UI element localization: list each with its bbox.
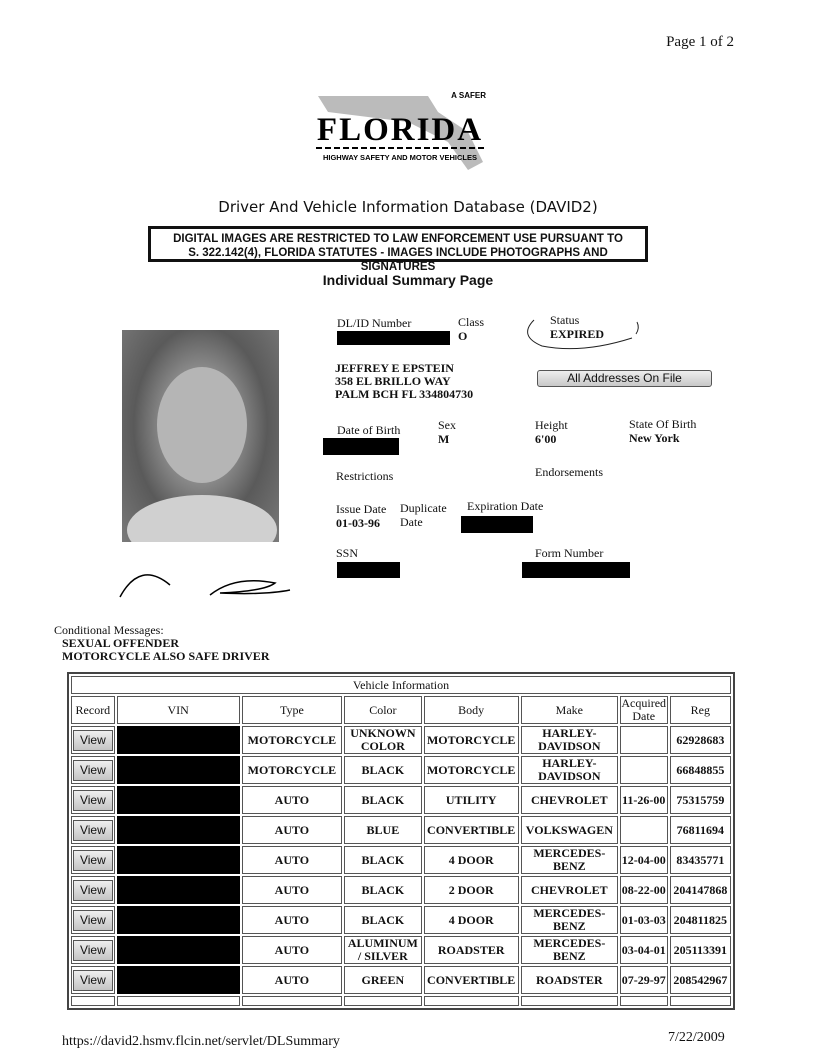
reg-cell: 66848855 bbox=[670, 756, 731, 784]
conditional-message: MOTORCYCLE ALSO SAFE DRIVER bbox=[62, 649, 270, 663]
color-cell: GREEN bbox=[344, 966, 421, 994]
duplicate-date-label-2: Date bbox=[400, 515, 423, 529]
redacted-dl-number bbox=[337, 331, 450, 345]
empty-cell bbox=[117, 996, 240, 1006]
view-record-button[interactable]: View bbox=[73, 970, 113, 991]
make-cell: CHEVROLET bbox=[521, 786, 618, 814]
reg-cell: 205113391 bbox=[670, 936, 731, 964]
color-cell: BLUE bbox=[344, 816, 421, 844]
redacted-vin bbox=[117, 816, 240, 844]
vehicle-information-table bbox=[67, 672, 735, 1010]
color-cell: BLACK bbox=[344, 906, 421, 934]
table-row bbox=[71, 786, 731, 814]
acquired-cell: 11-26-00 bbox=[620, 786, 668, 814]
view-record-button[interactable]: View bbox=[73, 850, 113, 871]
redacted-vin bbox=[117, 846, 240, 874]
empty-cell bbox=[620, 996, 668, 1006]
status-value: EXPIRED bbox=[550, 327, 605, 341]
sex-label: Sex bbox=[438, 418, 456, 432]
driver-name: JEFFREY E EPSTEIN bbox=[335, 361, 454, 375]
redacted-vin bbox=[117, 786, 240, 814]
acquired-cell bbox=[620, 756, 668, 784]
record-cell bbox=[71, 816, 115, 844]
address-line-2: PALM BCH FL 334804730 bbox=[335, 387, 474, 401]
conditional-message: SEXUAL OFFENDER bbox=[62, 636, 180, 650]
signature bbox=[115, 555, 295, 610]
color-cell: BLACK bbox=[344, 756, 421, 784]
body-cell: ROADSTER bbox=[424, 936, 519, 964]
record-cell bbox=[71, 966, 115, 994]
make-cell: VOLKSWAGEN bbox=[521, 816, 618, 844]
dl-number-label: DL/ID Number bbox=[337, 316, 412, 330]
empty-cell bbox=[242, 996, 343, 1006]
class-value: O bbox=[458, 329, 468, 343]
color-cell: BLACK bbox=[344, 876, 421, 904]
redacted-expiration-date bbox=[461, 516, 533, 533]
table-row bbox=[71, 756, 731, 784]
expiration-date-label: Expiration Date bbox=[467, 499, 544, 513]
redacted-vin bbox=[117, 756, 240, 784]
class-label: Class bbox=[458, 315, 485, 329]
issue-date-value: 01-03-96 bbox=[336, 516, 380, 530]
redacted-vin bbox=[117, 936, 240, 964]
acquired-cell: 08-22-00 bbox=[620, 876, 668, 904]
type-cell: AUTO bbox=[242, 846, 343, 874]
column-header: Reg bbox=[670, 696, 731, 724]
duplicate-date-label: Duplicate bbox=[400, 501, 447, 515]
empty-cell bbox=[71, 996, 115, 1006]
page-subtitle: Individual Summary Page bbox=[322, 272, 494, 288]
height-value: 6'00 bbox=[535, 432, 557, 446]
status-label: Status bbox=[550, 313, 580, 327]
view-record-button[interactable]: View bbox=[73, 880, 113, 901]
column-header: Body bbox=[424, 696, 519, 724]
type-cell: AUTO bbox=[242, 876, 343, 904]
record-cell bbox=[71, 756, 115, 784]
table-header-row bbox=[71, 696, 731, 724]
address-line-1: 358 EL BRILLO WAY bbox=[335, 374, 451, 388]
redacted-vin bbox=[117, 966, 240, 994]
hand-drawn-circle bbox=[522, 313, 647, 356]
table-row bbox=[71, 966, 731, 994]
page-number: Page 1 of 2 bbox=[666, 34, 734, 50]
table-row bbox=[71, 876, 731, 904]
table-row bbox=[71, 846, 731, 874]
body-cell: 4 DOOR bbox=[424, 846, 519, 874]
reg-cell: 76811694 bbox=[670, 816, 731, 844]
view-record-button[interactable]: View bbox=[73, 790, 113, 811]
dob-label: Date of Birth bbox=[337, 423, 401, 437]
column-header: Type bbox=[242, 696, 343, 724]
type-cell: AUTO bbox=[242, 936, 343, 964]
make-cell: CHEVROLET bbox=[521, 876, 618, 904]
make-cell: MERCEDES-BENZ bbox=[521, 936, 618, 964]
type-cell: AUTO bbox=[242, 786, 343, 814]
table-caption: Vehicle Information bbox=[71, 676, 731, 694]
body-cell: CONVERTIBLE bbox=[424, 816, 519, 844]
ssn-label: SSN bbox=[336, 546, 359, 560]
record-cell bbox=[71, 936, 115, 964]
all-addresses-button[interactable]: All Addresses On File bbox=[537, 370, 712, 387]
reg-cell: 62928683 bbox=[670, 726, 731, 754]
image-restriction-notice bbox=[148, 226, 648, 273]
column-header: Color bbox=[344, 696, 421, 724]
record-cell bbox=[71, 726, 115, 754]
svg-text:A SAFER: A SAFER bbox=[451, 91, 486, 100]
issue-date-label: Issue Date bbox=[336, 502, 387, 516]
reg-cell: 83435771 bbox=[670, 846, 731, 874]
empty-cell bbox=[670, 996, 731, 1006]
type-cell: AUTO bbox=[242, 966, 343, 994]
table-row bbox=[71, 726, 731, 754]
type-cell: MOTORCYCLE bbox=[242, 726, 343, 754]
empty-cell bbox=[521, 996, 618, 1006]
color-cell: BLACK bbox=[344, 846, 421, 874]
endorsements-label: Endorsements bbox=[535, 465, 603, 479]
body-cell: 4 DOOR bbox=[424, 906, 519, 934]
body-cell: MOTORCYCLE bbox=[424, 726, 519, 754]
make-cell: MERCEDES-BENZ bbox=[521, 846, 618, 874]
make-cell: MERCEDES-BENZ bbox=[521, 906, 618, 934]
reg-cell: 204147868 bbox=[670, 876, 731, 904]
acquired-cell bbox=[620, 726, 668, 754]
view-record-button[interactable]: View bbox=[73, 910, 113, 931]
color-cell: UNKNOWN COLOR bbox=[344, 726, 421, 754]
type-cell: AUTO bbox=[242, 906, 343, 934]
redacted-vin bbox=[117, 726, 240, 754]
conditional-messages-label: Conditional Messages: bbox=[54, 623, 164, 637]
acquired-cell: 03-04-01 bbox=[620, 936, 668, 964]
record-cell bbox=[71, 876, 115, 904]
footer-url: https://david2.hsmv.flcin.net/servlet/DLSummary bbox=[62, 1034, 340, 1049]
redacted-form-number bbox=[522, 562, 630, 578]
body-cell: CONVERTIBLE bbox=[424, 966, 519, 994]
table-row bbox=[71, 816, 731, 844]
acquired-cell: 01-03-03 bbox=[620, 906, 668, 934]
view-record-button[interactable]: View bbox=[73, 820, 113, 841]
sex-value: M bbox=[438, 432, 450, 446]
form-number-label: Form Number bbox=[535, 546, 604, 560]
column-header: VIN bbox=[117, 696, 240, 724]
column-header: Make bbox=[521, 696, 618, 724]
svg-text:FLORIDA: FLORIDA bbox=[316, 112, 484, 148]
make-cell: HARLEY-DAVIDSON bbox=[521, 756, 618, 784]
reg-cell: 75315759 bbox=[670, 786, 731, 814]
type-cell: AUTO bbox=[242, 816, 343, 844]
body-cell: MOTORCYCLE bbox=[424, 756, 519, 784]
redacted-ssn bbox=[337, 562, 400, 578]
view-record-button[interactable]: View bbox=[73, 760, 113, 781]
type-cell: MOTORCYCLE bbox=[242, 756, 343, 784]
state-of-birth-label: State Of Birth bbox=[629, 417, 697, 431]
table-row bbox=[71, 906, 731, 934]
body-cell: UTILITY bbox=[424, 786, 519, 814]
redacted-vin bbox=[117, 906, 240, 934]
notice-line: S. 322.142(4), FLORIDA STATUTES - IMAGES INCLUDE PHOTOGRAPHS AND SIGNATURES bbox=[188, 247, 608, 273]
height-label: Height bbox=[535, 418, 568, 432]
view-record-button[interactable]: View bbox=[73, 940, 113, 961]
reg-cell: 204811825 bbox=[670, 906, 731, 934]
redacted-vin bbox=[117, 876, 240, 904]
record-cell bbox=[71, 786, 115, 814]
body-cell: 2 DOOR bbox=[424, 876, 519, 904]
reg-cell: 208542967 bbox=[670, 966, 731, 994]
driver-photo bbox=[122, 330, 279, 542]
acquired-cell: 07-29-97 bbox=[620, 966, 668, 994]
florida-hsmv-logo bbox=[308, 88, 493, 172]
color-cell: ALUMINUM / SILVER bbox=[344, 936, 421, 964]
footer-date: 7/22/2009 bbox=[668, 1030, 725, 1045]
empty-cell bbox=[424, 996, 519, 1006]
column-header: Acquired Date bbox=[621, 696, 667, 723]
make-cell: HARLEY-DAVIDSON bbox=[521, 726, 618, 754]
empty-cell bbox=[344, 996, 421, 1006]
acquired-cell bbox=[620, 816, 668, 844]
conditional-messages bbox=[54, 624, 269, 663]
table-row-partial bbox=[71, 996, 731, 1006]
make-cell: ROADSTER bbox=[521, 966, 618, 994]
acquired-cell: 12-04-00 bbox=[620, 846, 668, 874]
view-record-button[interactable]: View bbox=[73, 730, 113, 751]
notice-line: DIGITAL IMAGES ARE RESTRICTED TO LAW ENFORCEMENT USE PURSUANT TO bbox=[173, 233, 623, 245]
record-cell bbox=[71, 846, 115, 874]
color-cell: BLACK bbox=[344, 786, 421, 814]
redacted-dob bbox=[323, 438, 399, 455]
column-header: Record bbox=[71, 696, 115, 724]
record-cell bbox=[71, 906, 115, 934]
svg-text:HIGHWAY SAFETY AND MOTOR VEHIC: HIGHWAY SAFETY AND MOTOR VEHICLES bbox=[322, 153, 478, 162]
driver-address-block bbox=[335, 362, 473, 401]
table-row bbox=[71, 936, 731, 964]
state-of-birth-value: New York bbox=[629, 431, 680, 445]
restrictions-label: Restrictions bbox=[336, 469, 394, 483]
page-heading: Driver And Vehicle Information Database (DAVID2) bbox=[218, 198, 598, 216]
